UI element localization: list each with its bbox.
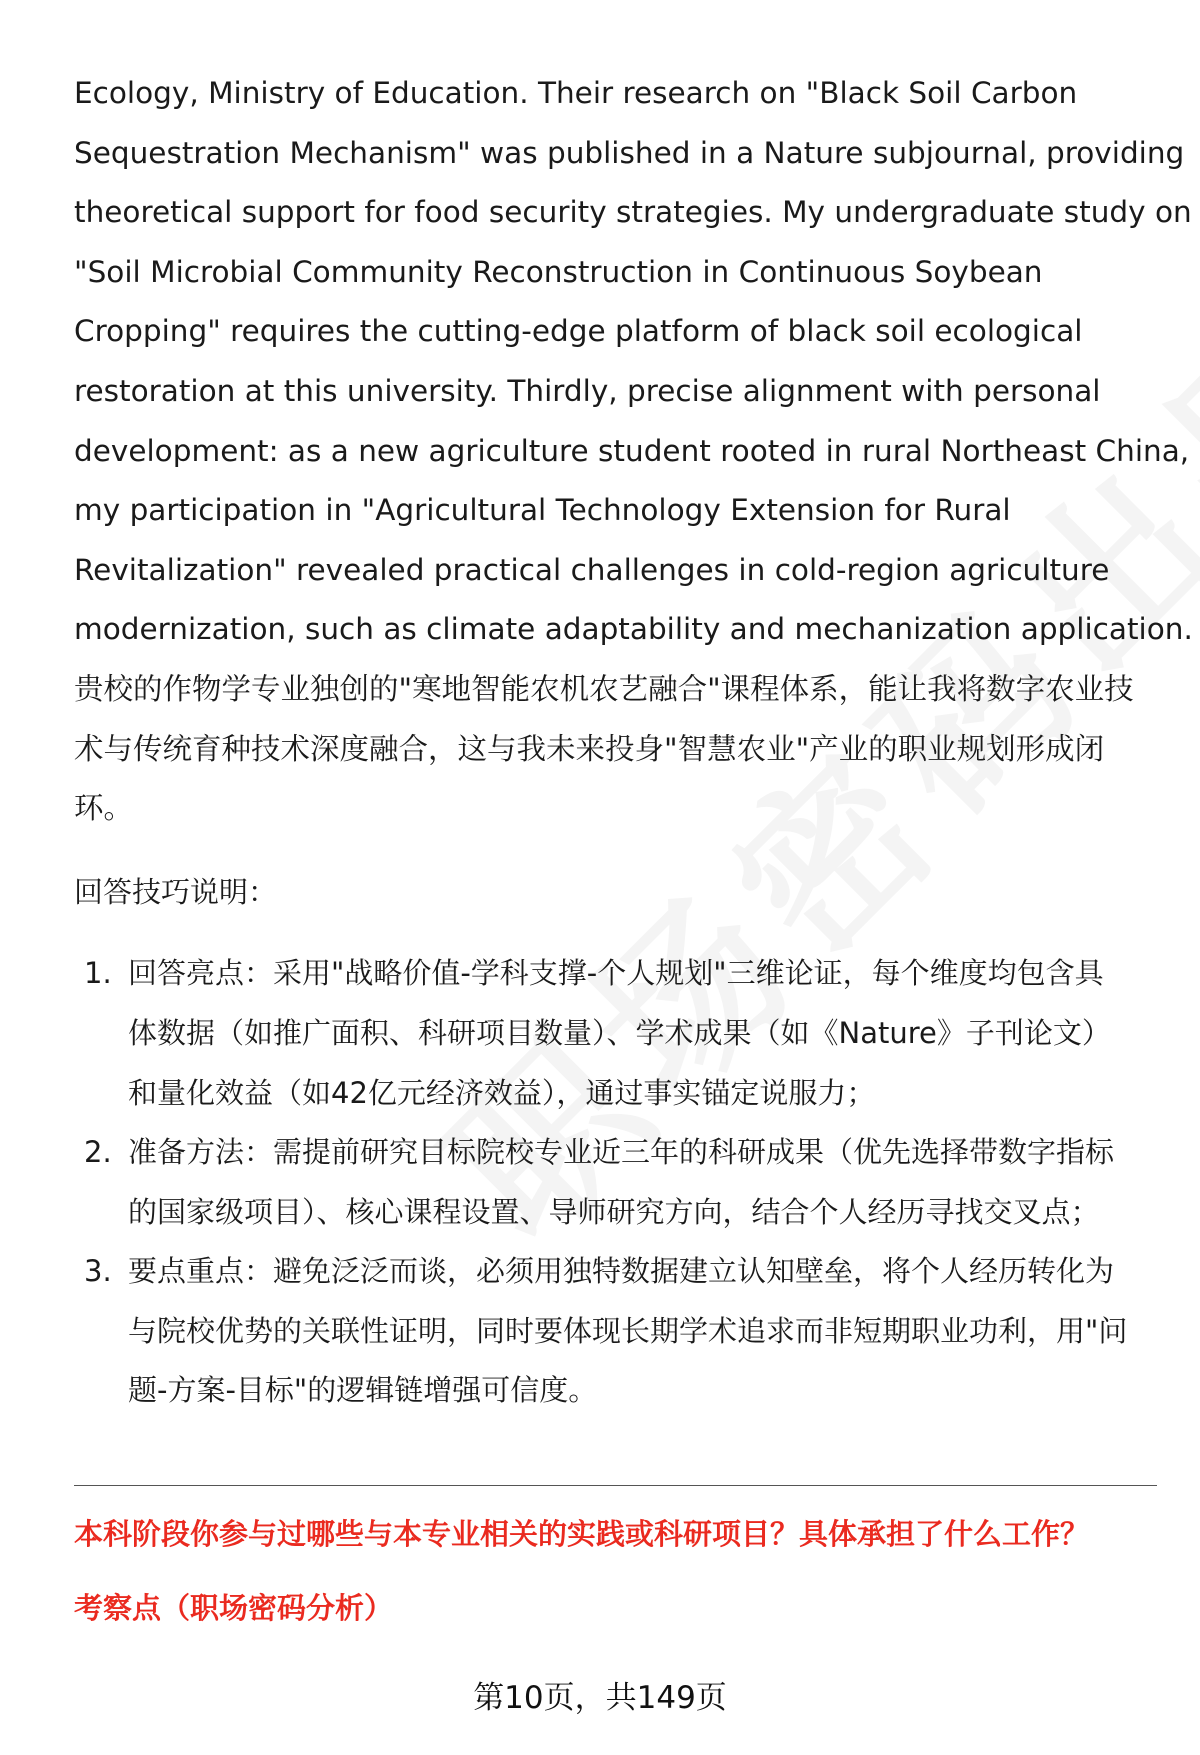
list-item: [74, 944, 1164, 1123]
tip-line: 回答亮点：采用"战略价值-学科支撑-个人规划"三维论证，每个维度均包含具: [128, 956, 1104, 991]
list-number: 3.: [84, 1254, 112, 1289]
tip-line: 与院校优势的关联性证明，同时要体现长期学术追求而非短期职业功利，用"问: [128, 1313, 1128, 1348]
body-line: modernization, such as climate adaptability and mechanization application.: [74, 612, 1193, 647]
body-line: my participation in "Agricultural Technology Extension for Rural: [74, 493, 1011, 528]
tip-line: 题-方案-目标"的逻辑链增强可信度。: [128, 1373, 598, 1408]
body-line: 贵校的作物学专业独创的"寒地智能农机农艺融合"课程体系，能让我将数字农业技: [74, 671, 1134, 706]
tip-line: 准备方法：需提前研究目标院校专业近三年的科研成果（优先选择带数字指标: [128, 1135, 1115, 1170]
list-item: [74, 1242, 1164, 1421]
body-line: Cropping" requires the cutting-edge platform of black soil ecological: [74, 314, 1083, 349]
tips-list: [74, 944, 1164, 1421]
exam-point-heading: 考察点（职场密码分析）: [74, 1591, 394, 1625]
list-item: [74, 1123, 1164, 1242]
tip-line: 体数据（如推广面积、科研项目数量）、学术成果（如《Nature》子刊论文）: [128, 1015, 1111, 1050]
body-line: Ecology, Ministry of Education. Their research on "Black Soil Carbon: [74, 76, 1078, 110]
section-divider: [74, 1485, 1157, 1486]
list-number: 2.: [84, 1135, 112, 1170]
body-paragraph: [74, 64, 1193, 839]
tip-line: 和量化效益（如42亿元经济效益），通过事实锚定说服力；: [128, 1075, 876, 1110]
body-line: development: as a new agriculture student rooted in rural Northeast China,: [74, 433, 1190, 468]
page-number: 第10页，共149页: [473, 1680, 727, 1716]
body-line: 术与传统育种技术深度融合，这与我未来投身"智慧农业"产业的职业规划形成闭: [74, 731, 1105, 766]
body-line: Sequestration Mechanism" was published in a Nature subjournal, providing: [74, 135, 1185, 170]
body-line: 环。: [74, 791, 134, 826]
body-line: theoretical support for food security strategies. My undergraduate study on: [74, 195, 1192, 230]
body-line: "Soil Microbial Community Reconstruction in Continuous Soybean: [74, 254, 1043, 289]
tips-heading: 回答技巧说明：: [74, 874, 278, 909]
tip-line: 要点重点：避免泛泛而谈，必须用独特数据建立认知壁垒，将个人经历转化为: [128, 1254, 1115, 1289]
content-area: [74, 64, 1193, 1421]
body-line: Revitalization" revealed practical challenges in cold-region agriculture: [74, 552, 1110, 587]
list-number: 1.: [84, 956, 112, 991]
next-question-heading: 本科阶段你参与过哪些与本专业相关的实践或科研项目？具体承担了什么工作？: [74, 1517, 1090, 1551]
body-line: restoration at this university. Thirdly, precise alignment with personal: [74, 373, 1101, 408]
tip-line: 的国家级项目）、核心课程设置、导师研究方向，结合个人经历寻找交叉点；: [128, 1194, 1100, 1229]
